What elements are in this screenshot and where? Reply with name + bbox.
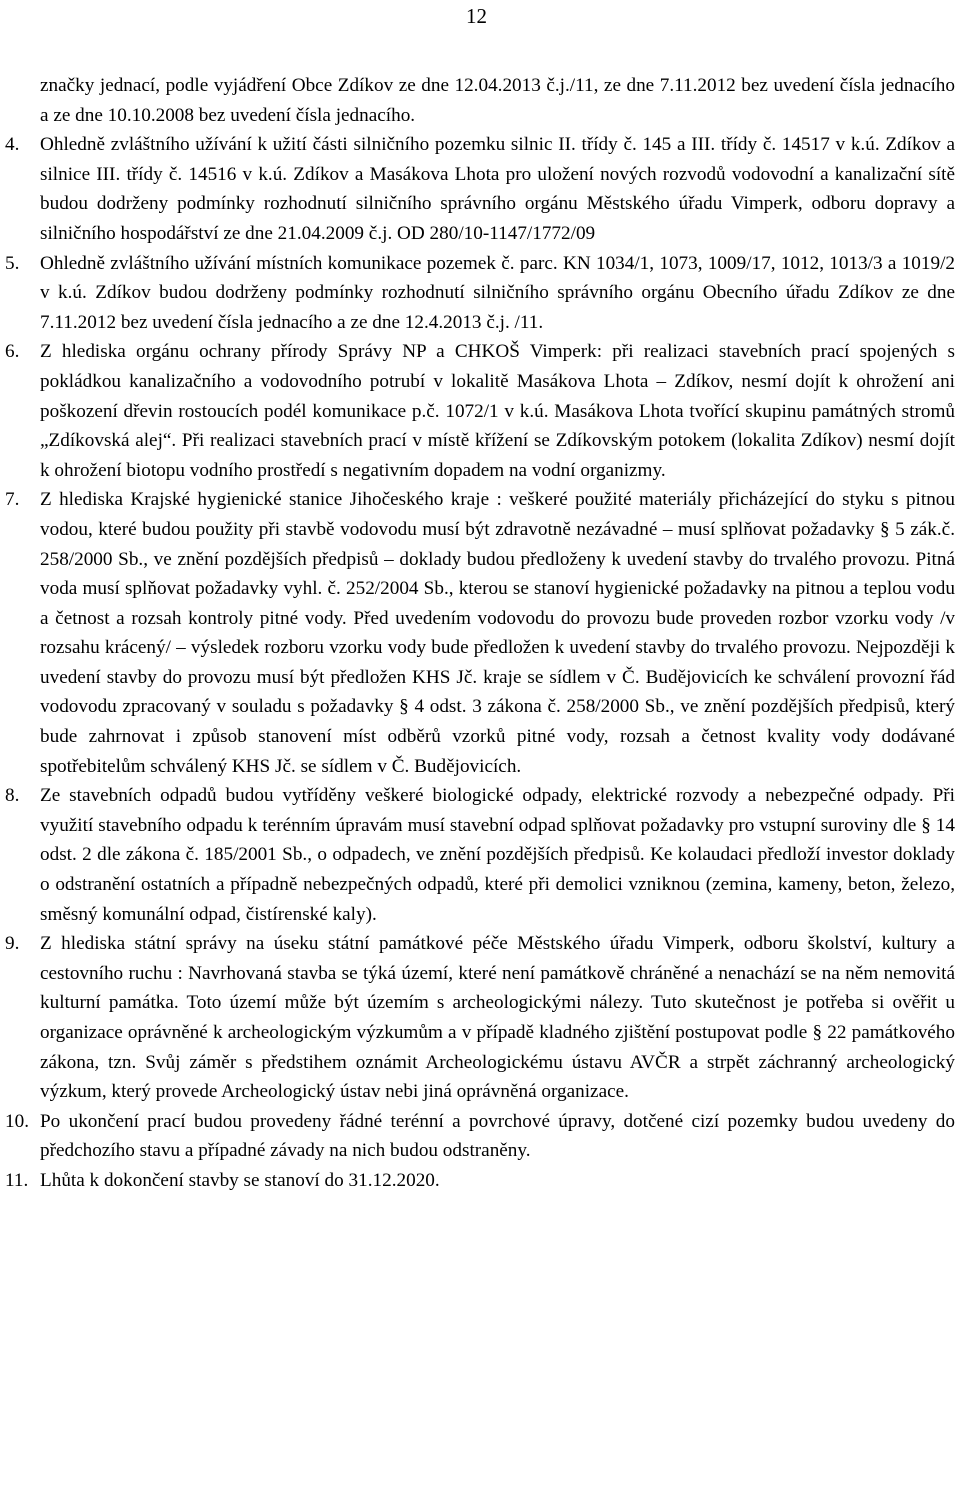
item-text: Z hlediska státní správy na úseku státní památkové péče Městského úřadu Vimperk, odboru školství, kultury a cestovního ruchu : Navrhovaná stavba se týká území, které není památkově chráněné a nenachází se na něm nemovitá kulturní památka. Toto území může být územím s archeologickými nálezy. Tuto skutečnost je potřeba si ověřit u organizace oprávněné k archeologickým výzkumům a v případě kladného zjištění postupovat podle § 22 památkového zákona, tzn. Svůj záměr s předstihem oznámit Archeologickému ústavu AVČR a strpět záchranný archeologický výzkum, který provede Archeologický ústav nebi jiná oprávněná organizace. <box>40 933 955 1103</box>
list-item <box>5 249 955 338</box>
item-number: 11. <box>5 1169 29 1191</box>
item-text: Lhůta k dokončení stavby se stanoví do 31.12.2020. <box>40 1169 440 1191</box>
item-number: 10. <box>5 1110 29 1132</box>
item-number: 6. <box>5 341 20 363</box>
item-number: 9. <box>5 933 20 955</box>
item-number: 7. <box>5 489 20 511</box>
list-item <box>5 337 955 485</box>
item-number: 4. <box>5 134 20 156</box>
list-item <box>5 929 955 1107</box>
document-body <box>5 71 955 1196</box>
item-text: Ze stavebních odpadů budou vytříděny veškeré biologické odpady, elektrické rozvody a nebezpečné odpady. Při využití stavebního odpadu k terénním úpravám musí stavební odpad splňovat požadavky pro vstupní suroviny dle § 14 odst. 2 dle zákona č. 185/2001 Sb., o odpadech, ve znění pozdějších předpisů. Ke kolaudaci předloží investor doklady o odstranění ostatních a případně nebezpečných odpadů, které při demolici vzniknou (zemina, kameny, beton, železo, směsný komunální odpad, čistírenské kaly). <box>40 785 955 925</box>
list-item <box>5 1107 955 1166</box>
item-text: Ohledně zvláštního užívání k užití části silničního pozemku silnic II. třídy č. 145 a III. třídy č. 14517 v k.ú. Zdíkov a silnice III. třídy č. 14516 v k.ú. Zdíkov a Masákova Lhota pro uložení nových rozvodů vodovodní a kanalizační sítě budou dodrženy podmínky rozhodnutí silničního správního orgánu Městského úřadu Vimperk, odboru dopravy a silničního hospodářství ze dne 21.04.2009 č.j. OD 280/10-1147/1772/09 <box>40 134 955 244</box>
list-item <box>5 130 955 248</box>
list-item <box>5 781 955 929</box>
item-text: Z hlediska Krajské hygienické stanice Jihočeského kraje : veškeré použité materiály přicházející do styku s pitnou vodou, které budou použity při stavbě vodovodu musí být zdravotně nezávadné – musí splňovat požadavky § 5 zák.č. 258/2000 Sb., ve znění pozdějších předpisů – doklady budou předloženy k uvedení stavby do trvalého provozu. Pitná voda musí splňovat požadavky vyhl. č. 252/2004 Sb., kterou se stanoví hygienické požadavky na pitnou a teplou vodu a četnost a rozsah kontroly pitné vody. Před uvedením vodovodu do provozu bude proveden rozbor vzorku vody /v rozsahu krácený/ – výsledek rozboru vzorku vody bude předložen k uvedení stavby do trvalého provozu. Nejpozději k uvedení stavby do provozu musí být předložen KHS Jč. kraje se sídlem v Č. Budějovicích ke schválení provozní řád vodovodu zpracovaný v souladu s požadavky § 4 odst. 3 zákona č. 258/2000 Sb., ve znění pozdějších předpisů, který bude zahrnovat i způsob stanovení míst odběrů vzorků pitné vody, rozsah a četnost kvality vody dodávané spotřebitelům schválený KHS Jč. se sídlem v Č. Budějovicích. <box>40 489 955 777</box>
item-number: 5. <box>5 252 20 274</box>
list-item <box>5 485 955 781</box>
item-number: 8. <box>5 785 20 807</box>
continuation-paragraph: značky jednací, podle vyjádření Obce Zdíkov ze dne 12.04.2013 č.j./11, ze dne 7.11.2012 bez uvedení čísla jednacího a ze dne 10.10.2008 bez uvedení čísla jednacího. <box>40 75 955 126</box>
item-text: Ohledně zvláštního užívání místních komunikace pozemek č. parc. KN 1034/1, 1073, 1009/17, 1012, 1013/3 a 1019/2 v k.ú. Zdíkov budou dodrženy podmínky rozhodnutí silničního správního orgánu Obecního úřadu Zdíkov ze dne 7.11.2012 bez uvedení čísla jednacího a ze dne 12.4.2013 č.j. /11. <box>40 252 955 333</box>
item-text: Z hlediska orgánu ochrany přírody Správy NP a CHKOŠ Vimperk: při realizaci stavebních prací spojených s pokládkou kanalizačního a vodovodního potrubí v lokalitě Masákova Lhota – Zdíkov, nesmí dojít k ohrožení ani poškození dřevin rostoucích podél komunikace p.č. 1072/1 v k.ú. Masákova Lhota tvořící skupinu památných stromů „Zdíkovská alej“. Při realizaci stavebních prací v místě křížení se Zdíkovským potokem (lokalita Zdíkov) nesmí dojít k ohrožení biotopu vodního prostředí s negativním dopadem na vodní organizmy. <box>40 341 955 481</box>
page-number: 12 <box>466 4 487 28</box>
list-item <box>5 1166 955 1196</box>
item-text: Po ukončení prací budou provedeny řádné terénní a povrchové úpravy, dotčené cizí pozemky budou uvedeny do předchozího stavu a případné závady na nich budou odstraněny. <box>40 1110 955 1162</box>
